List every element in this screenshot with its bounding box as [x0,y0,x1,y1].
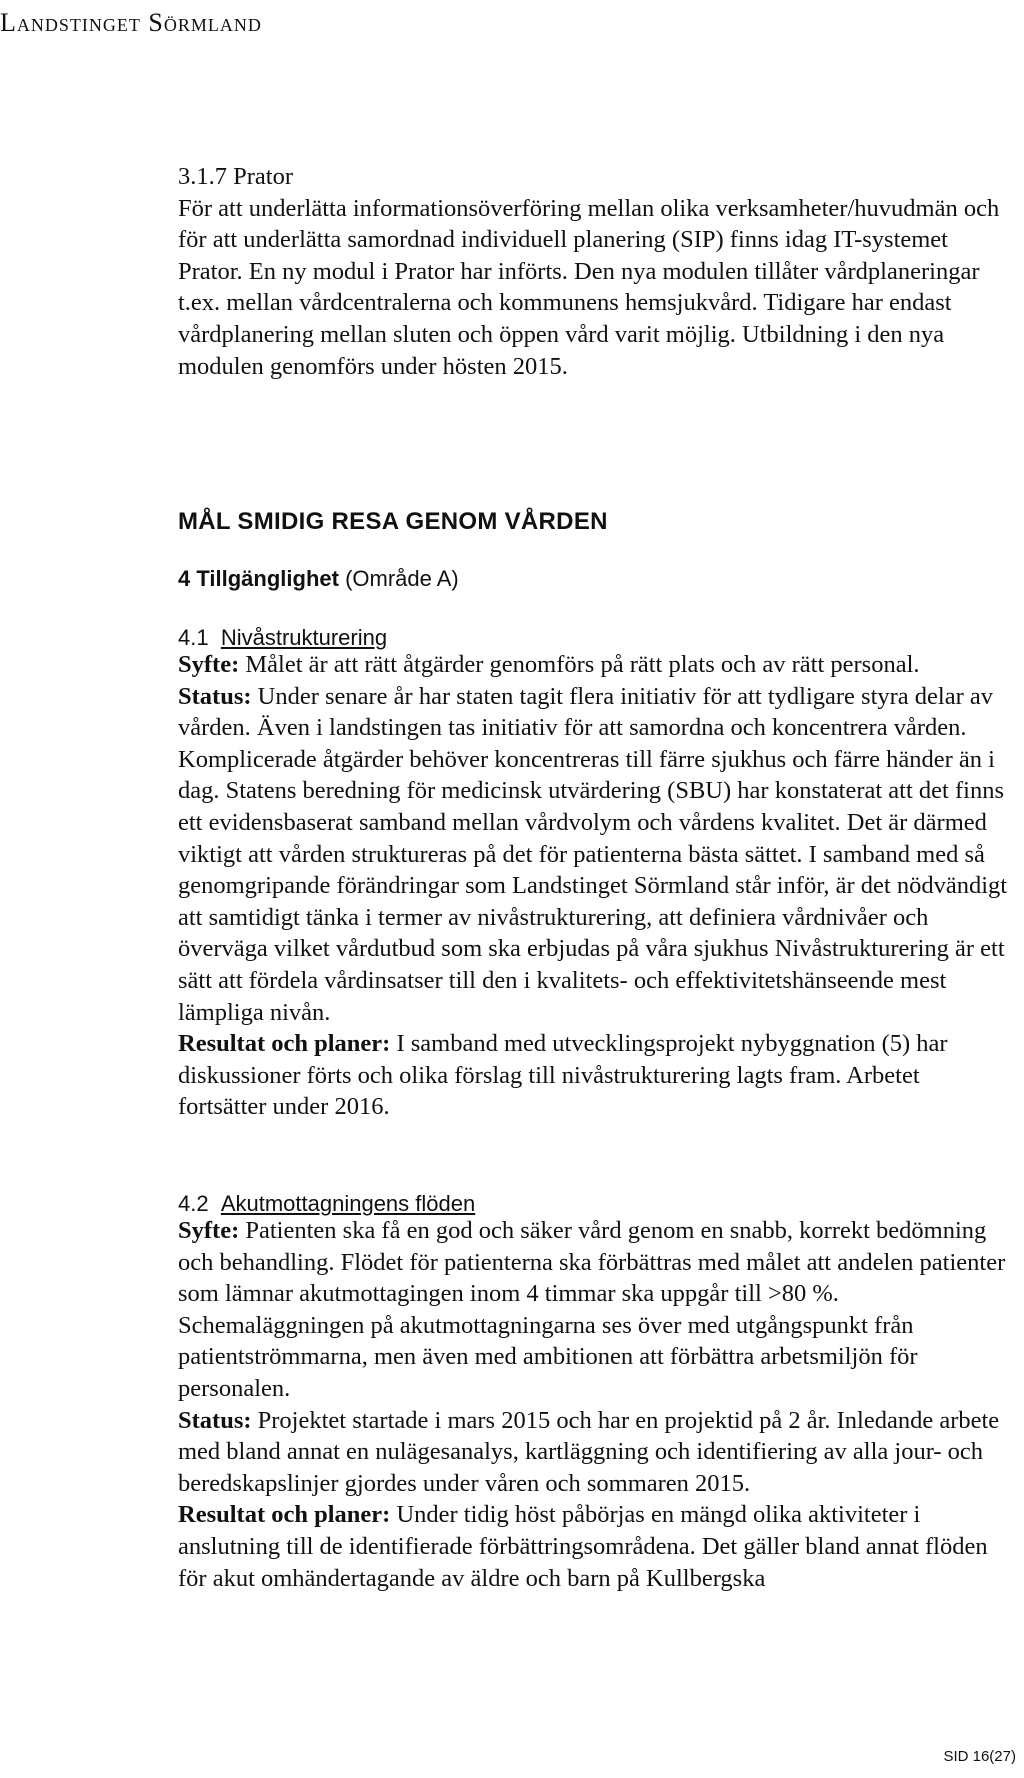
resultat-label: Resultat och planer: [178,1501,391,1529]
section-title: 3.1.7 Prator [178,163,293,190]
syfte-paragraph [178,649,1014,681]
section-title: Nivåstrukturering [220,625,388,650]
resultat-text: Under tidig höst påbörjas en mängd olika aktiviteter i anslutning till de identifierade förbättringsområdena. Det gäller bland annat flöden för akut omhändertagande av äldre och barn på Kullbergska [178,1501,988,1592]
section-4-1-heading [178,625,1014,651]
section-number: 4.2 [178,1191,209,1216]
syfte-text: Målet är att rätt åtgärder genomförs på rätt plats och av rätt personal. [239,651,920,678]
goal-heading: MÅL SMIDIG RESA GENOM VÅRDEN [178,508,608,535]
resultat-paragraph [178,1499,1014,1594]
area-heading-bold: 4 Tillgänglighet [178,566,339,591]
resultat-paragraph [178,1028,1014,1123]
status-paragraph [178,1405,1014,1500]
status-label: Status: [178,682,252,710]
page-number: SID 16(27) [943,1748,1016,1765]
organization-header: Landstinget Sörmland [0,8,262,37]
section-4-2 [178,1191,1014,1594]
resultat-label: Resultat och planer: [178,1030,391,1058]
section-4-1 [178,625,1014,1123]
status-text: Under senare år har staten tagit flera initiativ för att tydligare styra delar av vården. Även i landstingen tas initiativ för att samordna och koncentrera vården. Komplicerade åtgärder behöver koncentreras till färre sjukhus och färre händer än i dag. Statens beredning för medicinsk utvärdering (SBU) har konstaterat att det finns ett evidensbaserat samband mellan vårdvolym och vårdens kvalitet. Det är därmed viktigt att vården struktureras på det för patienterna bästa sättet. I samband med så genomgripande förändringar som Landstinget Sörmland står inför, är det nödvändigt att samtidigt tänka i termer av nivåstrukturering, att definiera vårdnivåer och överväga vilket vårdutbud som ska erbjudas på våra sjukhus Nivåstrukturering är ett sätt att fördela vårdinsatser till den i kvalitets- och effektivitetshänseende mest lämpliga nivån. [178,682,1008,1026]
syfte-label: Syfte: [178,1217,240,1244]
section-3-1-7 [178,161,1014,382]
area-heading-rest: (Område A) [338,566,459,591]
status-text: Projektet startade i mars 2015 och har en projektid på 2 år. Inledande arbete med bland annat en nulägesanalys, kartläggning och identifiering av alla jour- och beredskapslinjer gjordes under våren och sommaren 2015. [178,1406,1000,1497]
section-title: Akutmottagningens flöden [220,1191,476,1216]
status-label: Status: [178,1406,252,1434]
section-number: 4.1 [178,625,209,650]
section-body: För att underlätta informationsöverföring mellan olika verksamheter/huvudmän och för att underlätta samordnad individuell planering (SIP) finns idag IT-systemet Prator. En ny modul i Prator har införts. Den nya modulen tillåter vårdplaneringar t.ex. mellan vårdcentralerna och kommunens hemsjukvård. Tidigare har endast vårdplanering mellan sluten och öppen vård varit möjlig. Utbildning i den nya modulen genomförs under hösten 2015. [178,194,1000,380]
syfte-text: Patienten ska få en god och säker vård genom en snabb, korrekt bedömning och behandling. Flödet för patienterna ska förbättras med målet att andelen patienter som lämnar akutmottagingen inom 4 timmar ska uppgår till >80 %. Schemaläggningen på akutmottagningarna ses över med utgångspunkt från patientströmmarna, men även med ambitionen att förbättra arbetsmiljön för personalen. [178,1217,1006,1402]
section-4-2-heading [178,1191,1014,1217]
resultat-text: I samband med utvecklingsprojekt nybyggnation (5) har diskussioner förts och olika förslag till nivåstrukturering lagts fram. Arbetet fortsätter under 2016. [178,1030,948,1121]
syfte-paragraph [178,1215,1014,1405]
area-heading [178,566,1014,592]
status-paragraph [178,681,1014,1029]
syfte-label: Syfte: [178,651,240,678]
